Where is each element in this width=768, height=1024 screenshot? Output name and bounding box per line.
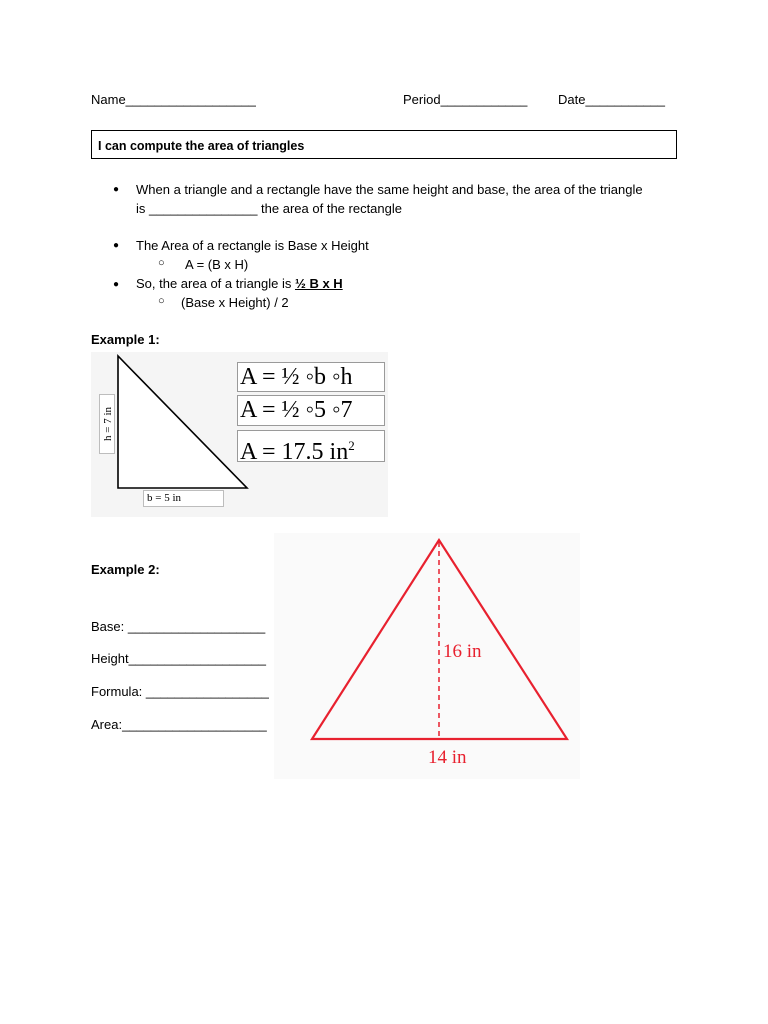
sub-bullet-icon: ○: [158, 257, 165, 269]
note-2: The Area of a rectangle is Base x Height: [136, 238, 369, 253]
objective-box: [91, 130, 677, 159]
base-answer-field[interactable]: Base: ___________________: [91, 619, 266, 634]
note-1-line-2: is _______________ the area of the rectangle: [136, 201, 402, 216]
height-label: h = 7 in: [102, 407, 114, 442]
objective-text: I can compute the area of triangles: [98, 139, 305, 153]
equation-3-exponent: 2: [348, 438, 355, 453]
formula-answer-field[interactable]: Formula: _________________: [91, 684, 269, 699]
bullet-icon: ●: [113, 279, 120, 290]
name-field[interactable]: Name__________________: [91, 92, 256, 107]
equation-1: A = ½ ◦b ◦h: [237, 362, 385, 392]
example-2-figure: [274, 533, 580, 779]
sub-bullet-icon: ○: [158, 295, 165, 307]
base-label: b = 5 in: [143, 490, 224, 507]
example-1-title: Example 1:: [91, 332, 160, 347]
note-2-sub: A = (B x H): [185, 257, 249, 272]
date-field[interactable]: Date___________: [558, 92, 665, 107]
height-answer-field[interactable]: Height___________________: [91, 651, 266, 666]
isosceles-triangle-diagram: [274, 533, 580, 779]
note-3: [136, 276, 343, 291]
period-field[interactable]: Period____________: [403, 92, 528, 107]
bullet-icon: ●: [113, 184, 120, 195]
bullet-icon: ●: [113, 240, 120, 251]
triangle-height-label: 16 in: [443, 641, 482, 662]
note-1-line-1: When a triangle and a rectangle have the same height and base, the area of the triangle: [136, 182, 643, 197]
area-answer-field[interactable]: Area:____________________: [91, 717, 267, 732]
triangle-base-label: 14 in: [428, 747, 467, 768]
note-3-sub: (Base x Height) / 2: [181, 295, 289, 310]
example-2-title: Example 2:: [91, 562, 160, 577]
note-3-text: So, the area of a triangle is: [136, 276, 295, 291]
equation-3-value: A = 17.5 in: [240, 439, 349, 465]
height-label-box: [99, 394, 115, 454]
triangle-area-formula: ½ B x H: [294, 276, 343, 291]
equation-3: [237, 430, 385, 465]
equation-2: A = ½ ◦5 ◦7: [237, 395, 385, 426]
